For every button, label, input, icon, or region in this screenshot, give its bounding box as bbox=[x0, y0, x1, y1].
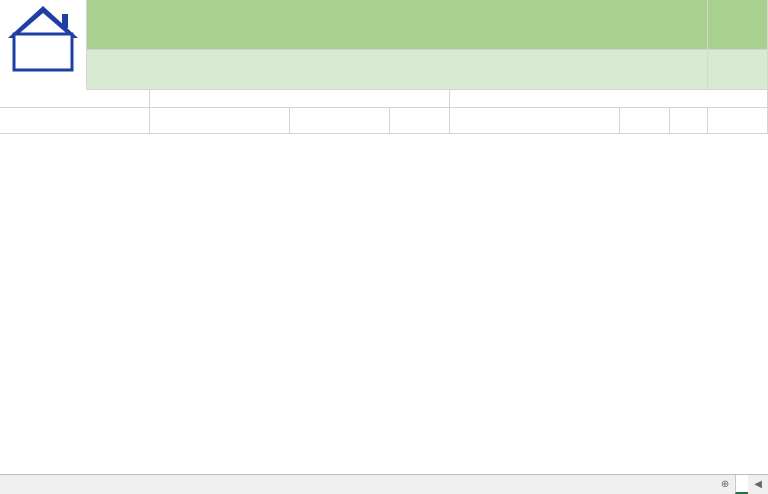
summary-total-value-cell[interactable] bbox=[0, 90, 150, 108]
logo-house-icon bbox=[0, 0, 86, 86]
add-sheet-icon[interactable]: ⊕ bbox=[720, 479, 730, 490]
summary-blank-2[interactable] bbox=[450, 90, 768, 108]
sheet-tab-bar bbox=[0, 474, 768, 494]
col-header-unit[interactable] bbox=[390, 108, 450, 134]
scroll-right-arrow-icon[interactable]: ◀ bbox=[754, 479, 762, 490]
col-header-qty[interactable] bbox=[150, 108, 290, 134]
col-header-item[interactable] bbox=[620, 108, 670, 134]
col-header-chapter-title[interactable] bbox=[708, 108, 768, 134]
col-header-total[interactable] bbox=[0, 108, 150, 134]
summary-total-label-cell[interactable] bbox=[290, 90, 450, 108]
col-header-desc[interactable] bbox=[450, 108, 620, 134]
tab-active-sheet[interactable] bbox=[735, 475, 748, 494]
header-title-cell[interactable] bbox=[86, 0, 708, 50]
header-subtitle-cell[interactable] bbox=[86, 50, 708, 90]
col-header-chapter[interactable] bbox=[670, 108, 708, 134]
col-header-unit-price[interactable] bbox=[290, 108, 390, 134]
header-subtitle-side[interactable] bbox=[708, 50, 768, 90]
header-title-side[interactable] bbox=[708, 0, 768, 50]
logo bbox=[0, 0, 87, 86]
